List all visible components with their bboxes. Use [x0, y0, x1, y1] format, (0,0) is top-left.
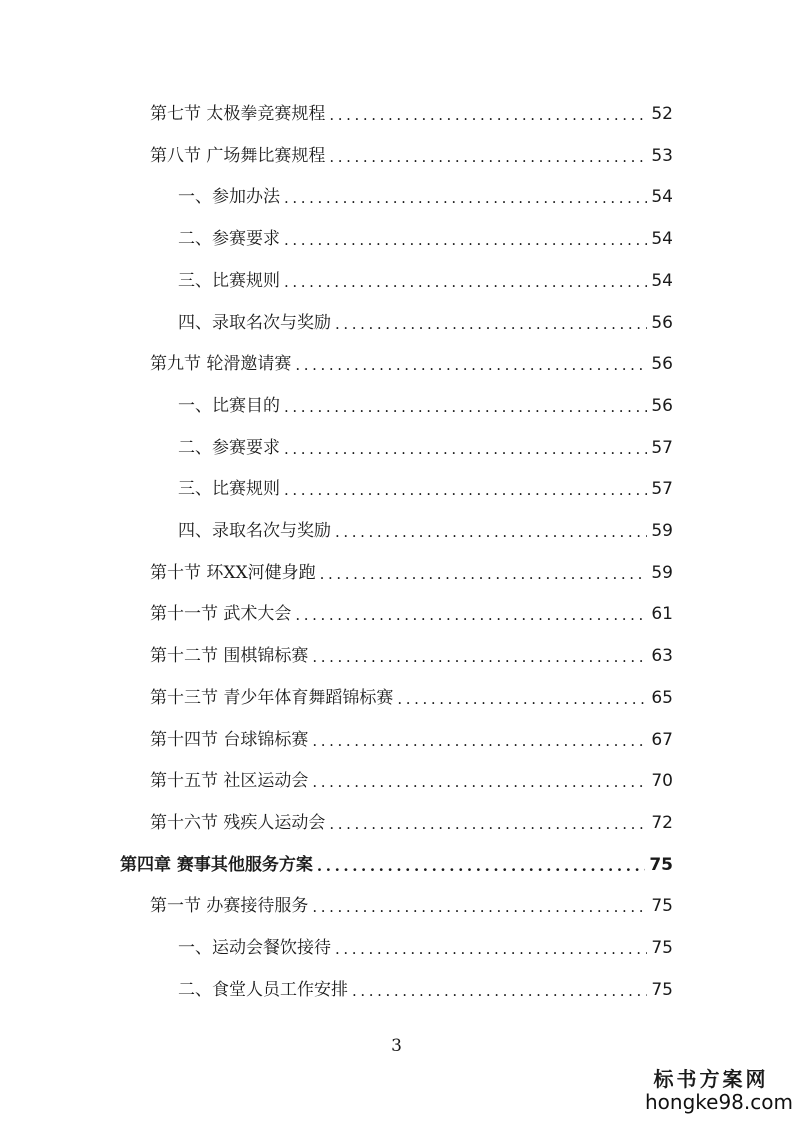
dot-leader: [329, 815, 647, 833]
toc-entry-title: 一、运动会餐饮接待: [178, 938, 331, 958]
dot-leader: [312, 898, 647, 916]
dot-leader: [320, 565, 648, 583]
toc-section-entry[interactable]: [150, 138, 673, 166]
toc-entry-page: 75: [651, 979, 673, 1000]
toc-section-entry[interactable]: [150, 346, 673, 374]
toc-section-entry[interactable]: [150, 722, 673, 750]
toc-entry-page: 54: [651, 229, 673, 250]
toc-entry-page: 63: [651, 646, 673, 667]
toc-entry-page: 57: [651, 479, 673, 500]
watermark-title: 标书方案网: [653, 1067, 769, 1091]
dot-leader: [295, 356, 647, 374]
toc-entry-page: 72: [651, 812, 673, 833]
toc-section-entry[interactable]: [150, 763, 673, 791]
toc-entry-title: 三、比赛规则: [178, 479, 280, 500]
toc-subsection-entry[interactable]: [178, 513, 673, 541]
toc-entry-title: 第七节 太极拳竞赛规程: [150, 104, 326, 124]
toc-subsection-entry[interactable]: [178, 388, 673, 416]
toc-subsection-entry[interactable]: [178, 179, 673, 207]
toc-entry-page: 56: [651, 354, 673, 375]
toc-entry-page: 65: [651, 687, 673, 708]
toc-entry-page: 70: [651, 771, 673, 792]
toc-section-entry[interactable]: [150, 805, 673, 833]
dot-leader: [295, 606, 647, 624]
toc-entry-page: 75: [651, 896, 673, 917]
toc-entry-page: 59: [651, 562, 673, 583]
site-watermark: [645, 1063, 793, 1114]
toc-entry-page: 54: [651, 270, 673, 291]
toc-section-entry[interactable]: [150, 96, 673, 124]
toc-entry-title: 第一节 办赛接待服务: [150, 896, 309, 917]
dot-leader: [312, 648, 647, 666]
toc-entry-title: 三、比赛规则: [178, 270, 280, 291]
page-number: 3: [391, 1036, 402, 1056]
toc-entry-title: 第十六节 残疾人运动会: [150, 812, 326, 833]
toc-entry-title: 第十二节 围棋锦标赛: [150, 646, 309, 667]
toc-subsection-entry[interactable]: [178, 221, 673, 249]
dot-leader: [397, 690, 647, 708]
dot-leader: [335, 940, 647, 958]
toc-entry-page: 75: [649, 854, 673, 875]
toc-entry-title: 第四章 赛事其他服务方案: [120, 854, 313, 875]
toc-entry-page: 54: [651, 187, 673, 208]
toc-subsection-entry[interactable]: [178, 930, 673, 958]
dot-leader: [335, 315, 647, 333]
toc-entry-page: 61: [651, 604, 673, 625]
toc-entry-title: 第十节 环XX河健身跑: [150, 562, 316, 583]
dot-leader: [284, 398, 647, 416]
toc-entry-page: 59: [651, 521, 673, 541]
toc-chapter-entry[interactable]: [120, 847, 673, 875]
dot-leader: [312, 732, 647, 750]
toc-section-entry[interactable]: [150, 888, 673, 916]
toc-entry-title: 第十五节 社区运动会: [150, 771, 309, 792]
dot-leader: [284, 481, 647, 499]
toc-entry-title: 一、参加办法: [178, 187, 280, 208]
dot-leader: [284, 273, 647, 291]
toc-entry-title: 第九节 轮滑邀请赛: [150, 354, 292, 375]
toc-subsection-entry[interactable]: [178, 972, 673, 1000]
toc-entry-title: 第八节 广场舞比赛规程: [150, 145, 326, 166]
toc-entry-page: 56: [651, 312, 673, 333]
dot-leader: [284, 440, 647, 458]
toc-entry-title: 第十一节 武术大会: [150, 604, 292, 625]
toc-section-entry[interactable]: [150, 680, 673, 708]
toc-subsection-entry[interactable]: [178, 430, 673, 458]
toc-entry-page: 75: [651, 938, 673, 958]
toc-entry-page: 53: [651, 145, 673, 166]
dot-leader: [329, 106, 647, 124]
dot-leader: [317, 857, 645, 875]
toc-entry-title: 二、参赛要求: [178, 437, 280, 458]
dot-leader: [284, 189, 647, 207]
toc-entry-title: 第十三节 青少年体育舞蹈锦标赛: [150, 687, 394, 708]
toc-subsection-entry[interactable]: [178, 471, 673, 499]
dot-leader: [329, 148, 647, 166]
toc-section-entry[interactable]: [150, 596, 673, 624]
dot-leader: [352, 982, 647, 1000]
toc-entry-title: 一、比赛目的: [178, 395, 280, 416]
toc-entry-title: 四、录取名次与奖励: [178, 521, 331, 541]
toc-entry-page: 52: [651, 104, 673, 124]
dot-leader: [335, 523, 647, 541]
watermark-url: hongke98.com: [645, 1090, 793, 1114]
toc-section-entry[interactable]: [150, 555, 673, 583]
toc-entry-page: 67: [651, 729, 673, 750]
toc-section-entry[interactable]: [150, 638, 673, 666]
toc-entry-title: 二、参赛要求: [178, 229, 280, 250]
dot-leader: [312, 773, 647, 791]
toc-entry-page: 56: [651, 395, 673, 416]
toc-entry-title: 二、食堂人员工作安排: [178, 979, 348, 1000]
toc-entry-title: 四、录取名次与奖励: [178, 312, 331, 333]
toc-entry-title: 第十四节 台球锦标赛: [150, 729, 309, 750]
toc-entry-page: 57: [651, 437, 673, 458]
dot-leader: [284, 231, 647, 249]
toc-subsection-entry[interactable]: [178, 263, 673, 291]
toc-subsection-entry[interactable]: [178, 305, 673, 333]
